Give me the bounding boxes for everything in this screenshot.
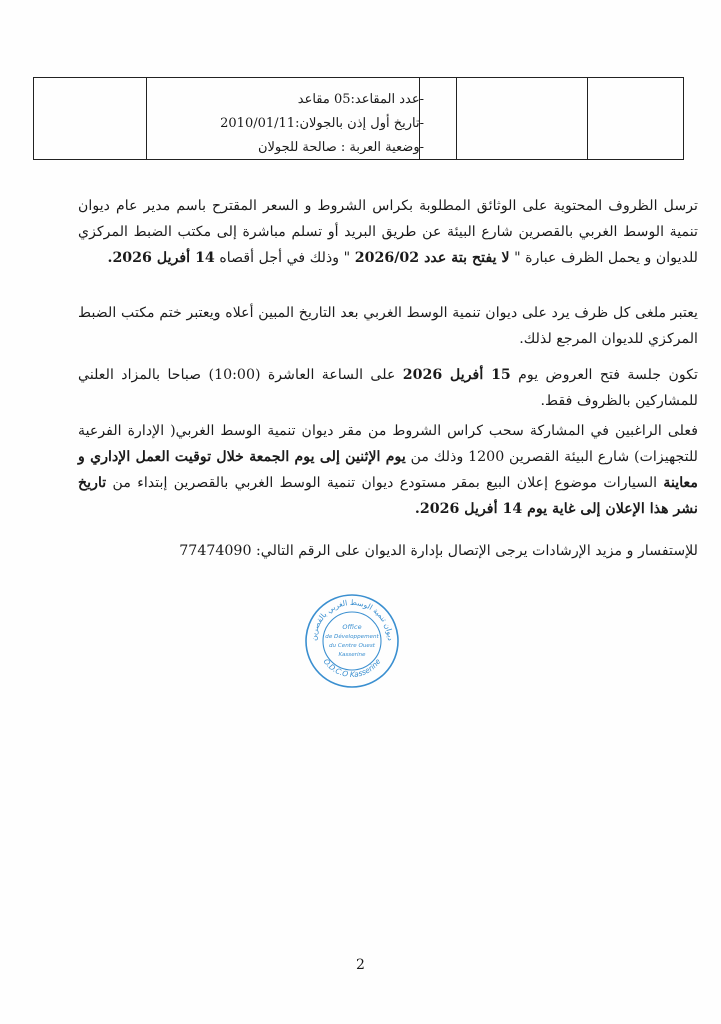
- table-divider: [146, 78, 147, 159]
- para4-text: فعلى الراغبين في المشاركة سحب كراس الشروط من مقر ديوان تنمية الوسط الغربي( الإدارة الفرعية للتجهيزات) شارع البيئة القصرين 1200 وذلك من: [78, 423, 698, 465]
- stamp-text: de Développement: [325, 634, 379, 640]
- stamp-ring-arabic: ديوان تنمية الوسط الغربي بالقصرين: [308, 597, 396, 642]
- seats-line: -عدد المقاعد:05 مقاعد: [297, 92, 424, 107]
- vehicle-specs: [204, 88, 424, 160]
- para1-text: ترسل الظروف المحتوية على الوثائق المطلوبة بكراس الشروط و السعر المقترح باسم مدير عام ديوان تنمية الوسط الغربي بالقصرين شارع البيئة عن طريق البريد أو تسلم مباشرة إلى مكتب الضبط المركزي للديوان و يحمل الظرف عبارة ": [78, 198, 698, 266]
- para3-date: 15 أفريل 2026: [402, 367, 511, 383]
- paragraph-opening-session: [78, 362, 698, 414]
- para3-text: تكون جلسة فتح العروض يوم: [510, 367, 698, 383]
- stamp-ring-latin: O.D.C.O Kasserine: [321, 656, 383, 680]
- page-number: 2: [356, 957, 365, 973]
- table-divider: [587, 78, 588, 159]
- table-divider: [456, 78, 457, 159]
- para3-text2: على الساعة العاشرة (10:00) صباحا بالمزاد العلني للمشاركين بالظروف فقط.: [78, 367, 698, 409]
- stamp-text: Office: [342, 623, 362, 631]
- vehicle-table: [33, 77, 684, 160]
- office-stamp: [302, 591, 402, 691]
- paragraph-submission: [78, 193, 698, 271]
- stamp-text: Kasserine: [338, 652, 366, 658]
- para4-text2: السيارات موضوع إعلان البيع بمقر مستودع ديوان تنمية الوسط الغربي بالقصرين إبتداء من: [106, 475, 664, 491]
- paragraph-participation: [78, 418, 698, 522]
- paragraph-late-offers: يعتبر ملغى كل ظرف يرد على ديوان تنمية الوسط الغربي بعد التاريخ المبين أعلاه ويعتبر ختم مكتب الضبط المركزي للديوان المرجع لذلك.: [78, 305, 698, 347]
- para1-ref: لا يفتح بتة عدد 2026/02: [354, 250, 510, 266]
- para1-deadline: 14 أفريل 2026.: [107, 250, 215, 266]
- para1-text2: " وذلك في أجل أقصاه: [214, 250, 355, 266]
- para4-period: تاريخ نشر هذا الإعلان إلى غاية يوم 14 أفريل 2026.: [78, 475, 698, 517]
- para4-hours: يوم الإثنين إلى يوم الجمعة خلال توقيت العمل الإداري و معاينة: [78, 449, 698, 491]
- first-permit-line: -تاريخ أول إذن بالجولان:2010/01/11: [220, 116, 424, 131]
- condition-line: -وضعية العربة : صالحة للجولان: [257, 140, 424, 155]
- paragraph-contact: للإستفسار و مزيد الإرشادات يرجى الإتصال بإدارة الديوان على الرقم التالي: 77474090: [179, 543, 698, 559]
- stamp-text: du Centre Ouest: [329, 643, 375, 649]
